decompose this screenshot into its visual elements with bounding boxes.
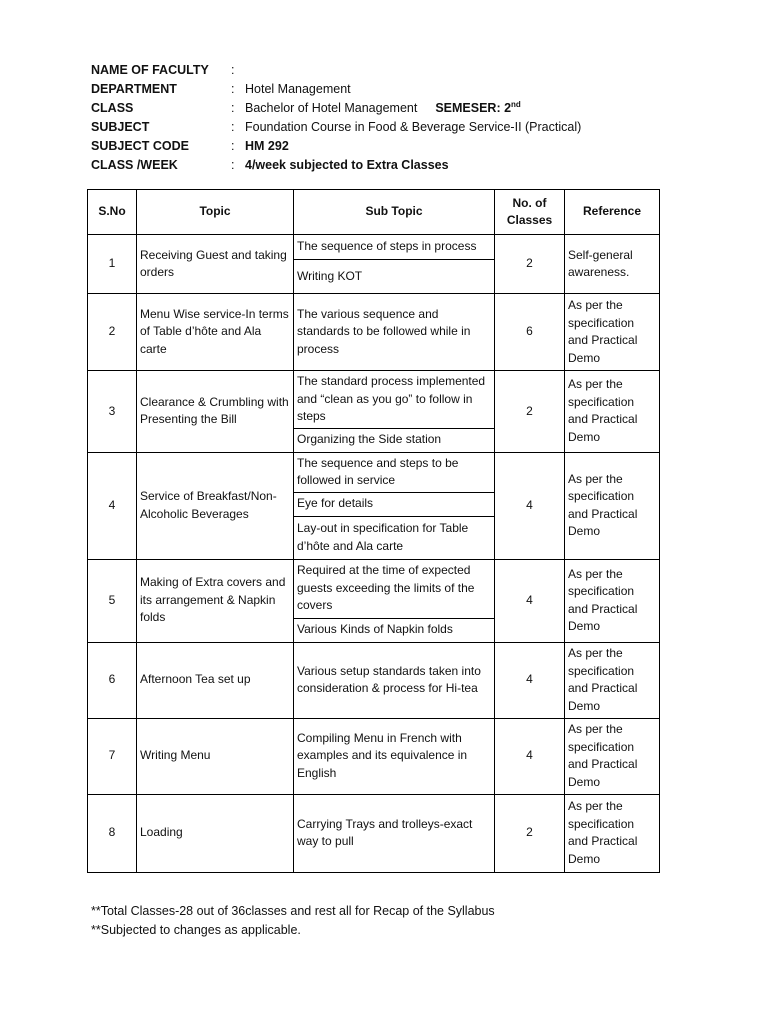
serial-number-cell: 3 xyxy=(88,371,137,453)
serial-number-cell: 2 xyxy=(88,294,137,371)
sub-topic-cell: The various sequence and standards to be followed while in process xyxy=(294,294,495,371)
header-colon: : xyxy=(231,119,235,134)
table-row xyxy=(88,718,660,794)
header-colon: : xyxy=(231,62,235,77)
table-row xyxy=(88,642,660,718)
header-colon: : xyxy=(231,138,235,153)
sub-topic-cell: Lay-out in specification for Table d’hôte and Ala carte xyxy=(294,516,495,559)
serial-number-cell: 4 xyxy=(88,452,137,559)
footnote: **Total Classes-28 out of 36classes and rest all for Recap of the Syllabus xyxy=(91,904,495,918)
sub-topic-cell: The sequence of steps in process xyxy=(294,235,495,260)
classes-cell: 2 xyxy=(495,371,565,453)
classes-cell: 2 xyxy=(495,235,565,294)
table-row xyxy=(88,371,660,429)
sub-topic-cell: Organizing the Side station xyxy=(294,428,495,452)
reference-cell: As per the specification and Practical Demo xyxy=(565,452,660,559)
header-row-subject-code xyxy=(91,136,581,155)
subject-code-value: HM 292 xyxy=(245,138,289,153)
footnotes xyxy=(91,902,495,940)
topic-cell: Making of Extra covers and its arrangement & Napkin folds xyxy=(137,559,294,642)
header-label: SUBJECT CODE xyxy=(91,138,189,153)
header-value: Bachelor of Hotel Management xyxy=(245,100,418,115)
classes-cell: 4 xyxy=(495,642,565,718)
sub-topic-cell: Writing KOT xyxy=(294,260,495,294)
reference-cell: As per the specification and Practical Demo xyxy=(565,642,660,718)
sub-topic-cell: Carrying Trays and trolleys-exact way to pull xyxy=(294,794,495,872)
header-row-faculty xyxy=(91,60,581,79)
header-value: Hotel Management xyxy=(245,81,351,96)
sub-topic-cell: Various Kinds of Napkin folds xyxy=(294,618,495,642)
sub-topic-cell: The sequence and steps to be followed in service xyxy=(294,452,495,492)
header-row-class-week xyxy=(91,155,581,174)
reference-cell: As per the specification and Practical Demo xyxy=(565,294,660,371)
header-value xyxy=(245,158,449,172)
reference-cell: As per the specification and Practical Demo xyxy=(565,371,660,453)
sub-topic-cell: Various setup standards taken into consideration & process for Hi-tea xyxy=(294,642,495,718)
header-label: CLASS /WEEK xyxy=(91,157,178,172)
header-colon: : xyxy=(231,100,235,115)
serial-number-cell: 7 xyxy=(88,718,137,794)
reference-cell: As per the specification and Practical Demo xyxy=(565,794,660,872)
reference-cell: Self-general awareness. xyxy=(565,235,660,294)
column-header: Sub Topic xyxy=(294,190,495,235)
classes-cell: 4 xyxy=(495,718,565,794)
header-row-subject xyxy=(91,117,581,136)
classes-cell: 4 xyxy=(495,452,565,559)
classes-cell: 2 xyxy=(495,794,565,872)
table-body xyxy=(88,235,660,873)
header-label: CLASS xyxy=(91,100,134,115)
header-label: DEPARTMENT xyxy=(91,81,177,96)
table-row xyxy=(88,559,660,618)
reference-cell: As per the specification and Practical Demo xyxy=(565,718,660,794)
header-colon: : xyxy=(231,157,235,172)
header-row-class xyxy=(91,98,581,117)
semester-suffix: nd xyxy=(511,99,521,109)
classes-cell: 6 xyxy=(495,294,565,371)
header-value xyxy=(245,139,289,153)
sub-topic-cell: The standard process implemented and “clean as you go” to follow in steps xyxy=(294,371,495,429)
serial-number-cell: 1 xyxy=(88,235,137,294)
column-header: No. of Classes xyxy=(495,190,565,235)
document-header xyxy=(91,60,581,174)
serial-number-cell: 8 xyxy=(88,794,137,872)
topic-cell: Afternoon Tea set up xyxy=(137,642,294,718)
topic-cell: Loading xyxy=(137,794,294,872)
header-colon: : xyxy=(231,81,235,96)
classes-cell: 4 xyxy=(495,559,565,642)
topic-cell: Clearance & Crumbling with Presenting the Bill xyxy=(137,371,294,453)
sub-topic-cell: Compiling Menu in French with examples and its equivalence in English xyxy=(294,718,495,794)
column-header: Topic xyxy=(137,190,294,235)
table-row xyxy=(88,294,660,371)
class-week-value: 4/week subjected to Extra Classes xyxy=(245,157,449,172)
serial-number-cell: 6 xyxy=(88,642,137,718)
reference-cell: As per the specification and Practical Demo xyxy=(565,559,660,642)
table-header-row xyxy=(88,190,660,235)
sub-topic-cell: Required at the time of expected guests exceeding the limits of the covers xyxy=(294,559,495,618)
topic-cell: Writing Menu xyxy=(137,718,294,794)
topic-cell: Menu Wise service-In terms of Table d’hôte and Ala carte xyxy=(137,294,294,371)
semester-label xyxy=(435,101,521,115)
topic-cell: Service of Breakfast/Non-Alcoholic Beverages xyxy=(137,452,294,559)
table-row xyxy=(88,452,660,492)
serial-number-cell: 5 xyxy=(88,559,137,642)
header-row-department xyxy=(91,79,581,98)
topic-cell: Receiving Guest and taking orders xyxy=(137,235,294,294)
table-row xyxy=(88,794,660,872)
header-label: SUBJECT xyxy=(91,119,150,134)
column-header: S.No xyxy=(88,190,137,235)
semester-text: SEMESER: 2 xyxy=(435,100,512,115)
header-value: Foundation Course in Food & Beverage Service-II (Practical) xyxy=(245,119,582,134)
sub-topic-cell: Eye for details xyxy=(294,492,495,516)
table-row xyxy=(88,235,660,260)
syllabus-table xyxy=(87,189,660,873)
column-header: Reference xyxy=(565,190,660,235)
footnote: **Subjected to changes as applicable. xyxy=(91,923,301,937)
header-label: NAME OF FACULTY xyxy=(91,62,209,77)
